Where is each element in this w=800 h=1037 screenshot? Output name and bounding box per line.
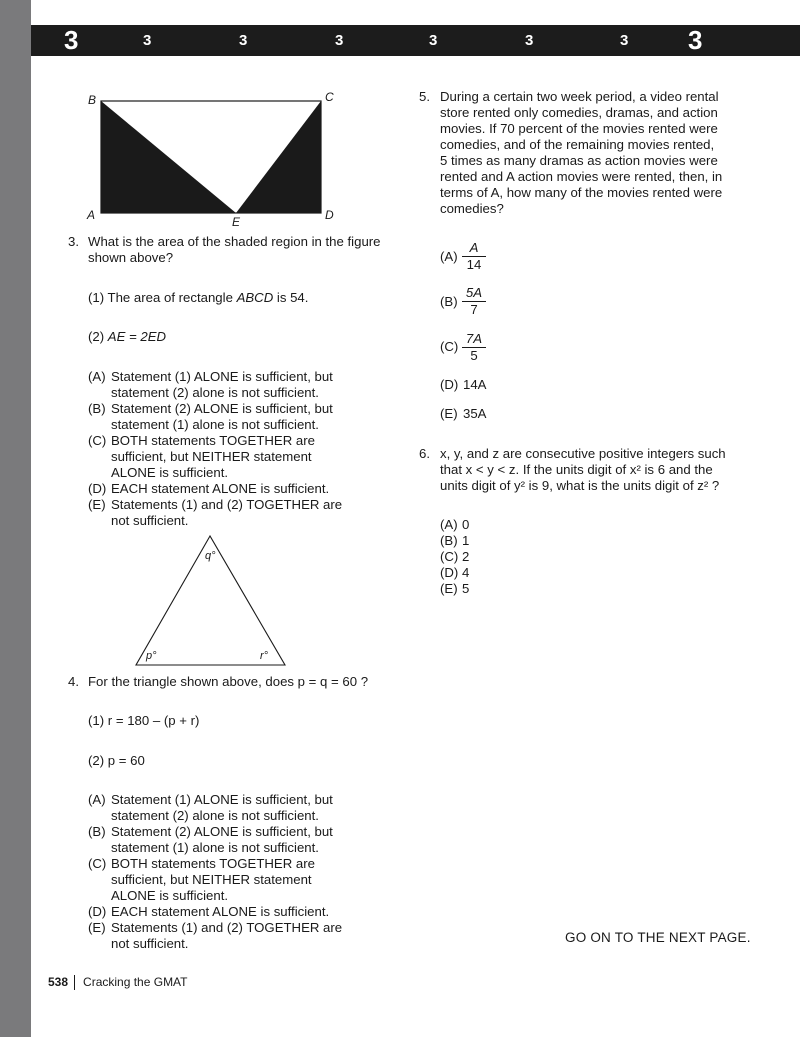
question-stem: comedies?	[440, 201, 504, 216]
choice-letter[interactable]: (E)	[88, 497, 106, 512]
section-mark: 3	[429, 32, 438, 49]
footer-divider	[74, 975, 75, 990]
choice-value: 5	[462, 581, 470, 596]
point-label-c: C	[325, 90, 334, 104]
choice-letter[interactable]: (C)	[440, 549, 459, 564]
choice-text: EACH statement ALONE is sufficient.	[111, 904, 330, 919]
angle-label-q: q°	[205, 550, 216, 562]
choice-letter[interactable]: (D)	[88, 481, 107, 496]
choice-value: 0	[462, 517, 470, 532]
question-number: 5.	[419, 89, 430, 104]
choice-letter[interactable]: (C)	[88, 433, 107, 448]
question-stem: units digit of y² is 9, what is the units digit of z² ?	[440, 478, 720, 493]
choice-text: statement (1) alone is not sufficient.	[111, 840, 319, 855]
question-stem: that x < y < z. If the units digit of x² is 6 and the	[440, 462, 713, 477]
question-stem: movies. If 70 percent of the movies rented were	[440, 121, 718, 136]
go-on-notice: GO ON TO THE NEXT PAGE.	[565, 930, 751, 945]
choice-letter[interactable]: (D)	[440, 565, 459, 580]
choice-text: Statement (1) ALONE is sufficient, but	[111, 792, 333, 807]
choice-letter[interactable]: (B)	[88, 401, 106, 416]
choice-text: Statements (1) and (2) TOGETHER are	[111, 920, 343, 935]
choice-letter[interactable]: (E)	[440, 581, 458, 596]
point-label-d: D	[325, 208, 334, 222]
fraction: $\frac{5A}{7}$	[462, 285, 486, 318]
question-number: 4.	[68, 674, 79, 689]
choice-text: BOTH statements TOGETHER are	[111, 433, 315, 448]
question-stem: x, y, and z are consecutive positive integers such	[440, 446, 726, 461]
choice-text: ALONE is sufficient.	[111, 888, 229, 903]
point-label-b: B	[88, 93, 97, 107]
question-stem: During a certain two week period, a video rental	[440, 89, 719, 104]
page-edge-tab	[0, 0, 31, 1037]
book-title: Cracking the GMAT	[83, 975, 188, 989]
section-mark: 3	[143, 32, 152, 49]
question-stem: rented and A action movies were rented, then, in	[440, 169, 723, 184]
section-mark: 3	[239, 32, 248, 49]
question-stem: For the triangle shown above, does p = q = 60 ?	[88, 674, 369, 689]
choice-letter[interactable]: (B)	[440, 533, 458, 548]
question-stem: shown above?	[88, 250, 174, 265]
choice-value: 1	[462, 533, 470, 548]
choice-letter[interactable]: (C)	[88, 856, 107, 871]
point-label-e: E	[232, 215, 241, 229]
choice-letter[interactable]: (A)	[88, 792, 106, 807]
choice-letter[interactable]: (B)	[440, 294, 458, 309]
question-stem: comedies, and of the remaining movies rented,	[440, 137, 715, 152]
choice-text: statement (2) alone is not sufficient.	[111, 385, 319, 400]
page-footer	[48, 975, 188, 990]
statement-2: (2) AE = 2ED	[88, 329, 167, 344]
question-stem: 5 times as many dramas as action movies were	[440, 153, 718, 168]
choice-value: 2	[462, 549, 470, 564]
angle-label-r: r°	[260, 650, 269, 662]
question-stem: terms of A, how many of the movies rented were	[440, 185, 723, 200]
statement-1: (1) r = 180 – (p + r)	[88, 713, 200, 728]
section-mark: 3	[688, 25, 703, 55]
choice-letter[interactable]: (C)	[440, 339, 459, 354]
section-header-band	[31, 25, 800, 56]
choice-text: Statements (1) and (2) TOGETHER are	[111, 497, 343, 512]
choice-letter[interactable]: (B)	[88, 824, 106, 839]
choice-letter[interactable]: (A)	[440, 249, 458, 264]
question-stem: store rented only comedies, dramas, and action	[440, 105, 718, 120]
choice-text: sufficient, but NEITHER statement	[111, 449, 312, 464]
statement-2: (2) p = 60	[88, 753, 145, 768]
choice-letter[interactable]: (E)	[88, 920, 106, 935]
question-number: 3.	[68, 234, 79, 249]
fraction: $\frac{A}{14}$	[462, 240, 486, 273]
page-number: 538	[48, 975, 69, 989]
statement-1: (1) The area of rectangle ABCD is 54.	[88, 290, 309, 305]
question-number: 6.	[419, 446, 430, 461]
choice-text: Statement (2) ALONE is sufficient, but	[111, 401, 333, 416]
choice-text: sufficient, but NEITHER statement	[111, 872, 312, 887]
choice-text: Statement (2) ALONE is sufficient, but	[111, 824, 333, 839]
section-mark: 3	[64, 25, 79, 55]
choice-text: 14A	[463, 377, 487, 392]
choice-value: 4	[462, 565, 470, 580]
angle-label-p: p°	[146, 650, 157, 662]
question-stem: What is the area of the shaded region in the figure	[88, 234, 381, 249]
choice-text: not sufficient.	[111, 936, 189, 951]
point-label-a: A	[87, 208, 96, 222]
choice-letter[interactable]: (A)	[440, 517, 458, 532]
section-mark: 3	[620, 32, 629, 49]
choice-letter[interactable]: (D)	[88, 904, 107, 919]
choice-text: EACH statement ALONE is sufficient.	[111, 481, 330, 496]
fraction: $\frac{7A}{5}$	[462, 331, 486, 364]
choice-text: statement (1) alone is not sufficient.	[111, 417, 319, 432]
choice-letter[interactable]: (A)	[88, 369, 106, 384]
choice-text: Statement (1) ALONE is sufficient, but	[111, 369, 333, 384]
choice-text: BOTH statements TOGETHER are	[111, 856, 315, 871]
choice-letter[interactable]: (E)	[440, 406, 458, 421]
section-mark: 3	[525, 32, 534, 49]
rectangle-figure	[80, 88, 350, 233]
choice-letter[interactable]: (D)	[440, 377, 459, 392]
section-mark: 3	[335, 32, 344, 49]
choice-text: statement (2) alone is not sufficient.	[111, 808, 319, 823]
choice-text: ALONE is sufficient.	[111, 465, 229, 480]
choice-text: 35A	[463, 406, 487, 421]
choice-text: not sufficient.	[111, 513, 189, 528]
